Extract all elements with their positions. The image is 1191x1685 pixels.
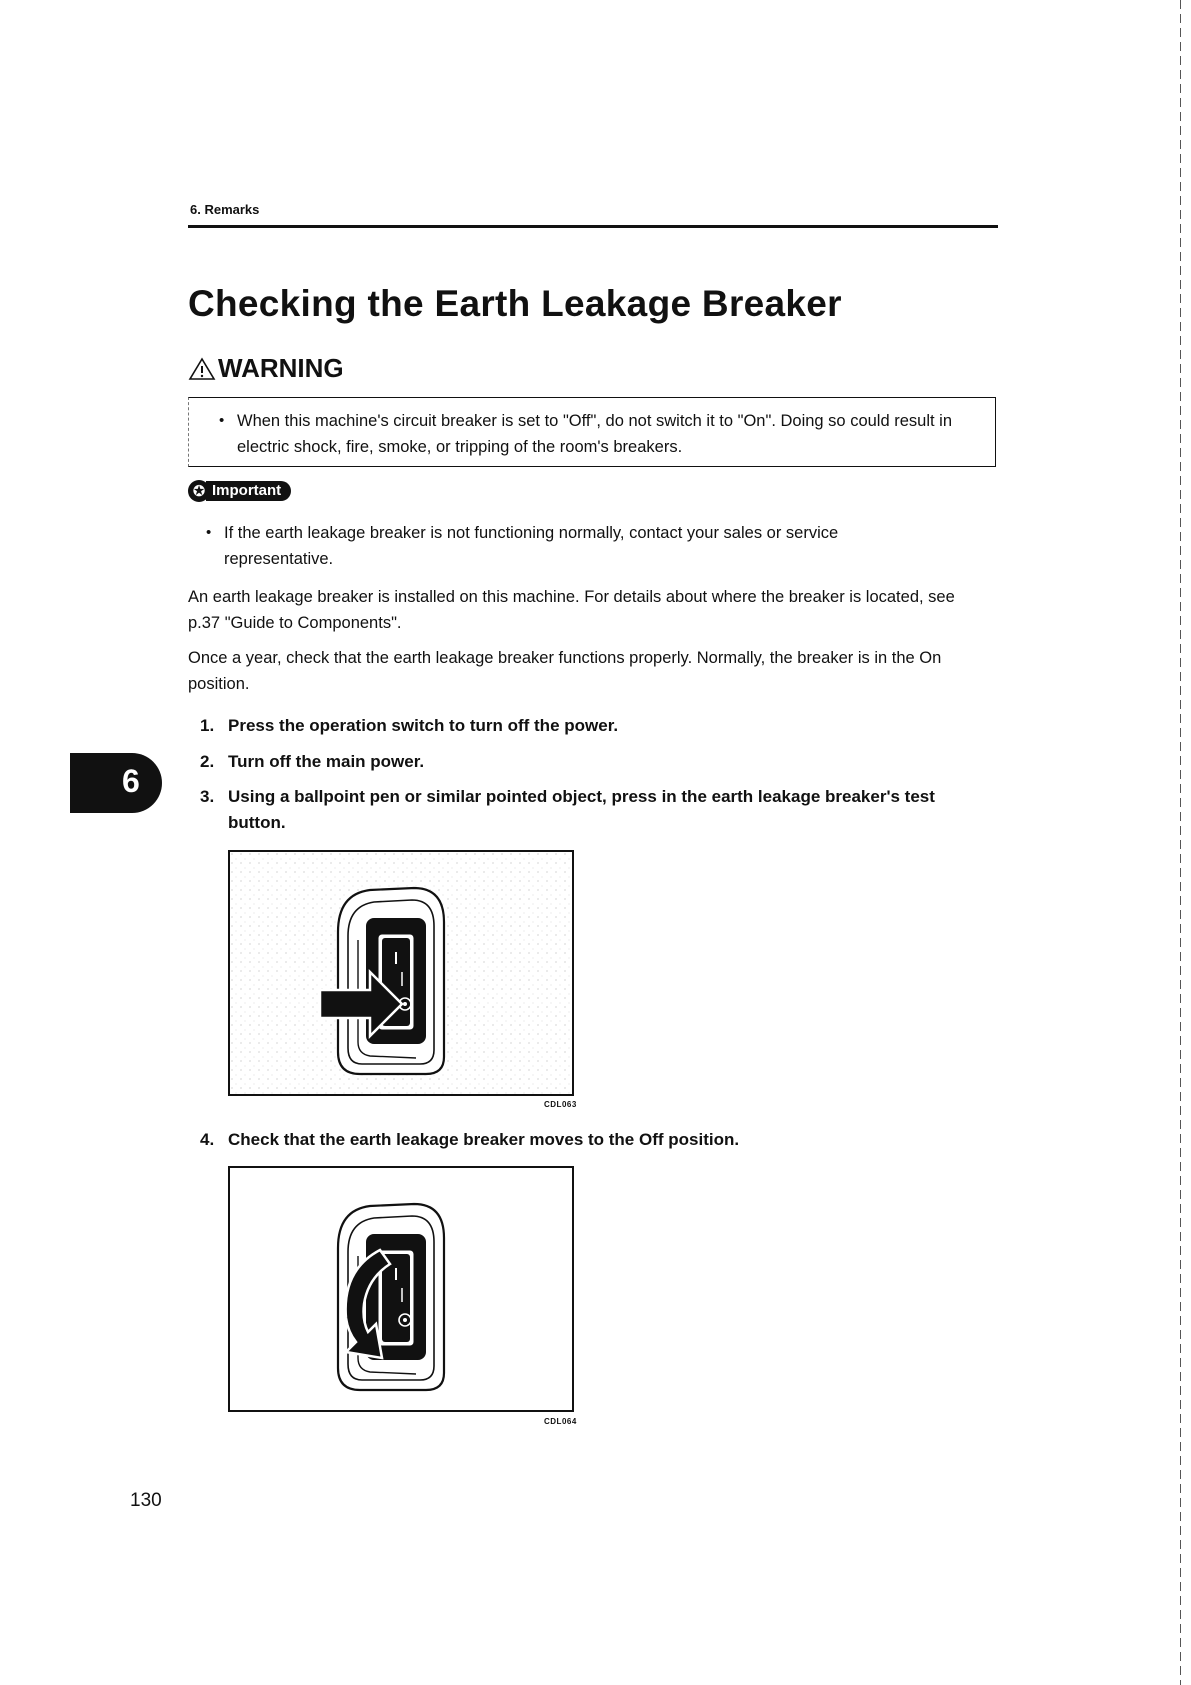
warning-label: WARNING: [218, 353, 344, 383]
page-title: Checking the Earth Leakage Breaker: [188, 283, 842, 324]
important-text: If the earth leakage breaker is not functioning normally, contact your sales or service representative.: [224, 524, 839, 568]
step-number: 1.: [200, 716, 215, 735]
figure-code: CDL063: [544, 1100, 577, 1109]
step-2: [200, 749, 990, 775]
step-number: 2.: [200, 752, 215, 771]
breaker-off-illustration: [230, 1168, 572, 1410]
warning-bullet: [219, 408, 989, 460]
step-4: [200, 1127, 990, 1153]
figure-test-button: [228, 850, 574, 1096]
step-1: [200, 713, 990, 739]
figure-code: CDL064: [544, 1417, 577, 1426]
step-text: Turn off the main power.: [228, 752, 425, 771]
step-text: Press the operation switch to turn off the power.: [228, 716, 619, 735]
breaker-press-illustration: [230, 852, 572, 1094]
step-text: Using a ballpoint pen or similar pointed object, press in the earth leakage breaker's test button.: [228, 787, 935, 832]
step-text: Check that the earth leakage breaker moves to the Off position.: [228, 1130, 740, 1149]
chapter-tab-shape: [70, 753, 162, 813]
page-margin-line: [1180, 0, 1181, 1685]
chapter-number: 6: [122, 763, 140, 799]
important-badge: [188, 479, 291, 503]
step-number: 3.: [200, 787, 215, 806]
step-3: [200, 784, 990, 836]
warning-heading: [188, 353, 344, 384]
warning-text: When this machine's circuit breaker is set to "Off", do not switch it to "On". Doing so could result in electric shock, fire, smoke, or tripping of the room's breakers.: [237, 412, 952, 456]
important-label: Important: [206, 481, 291, 501]
running-header: 6. Remarks: [190, 202, 260, 217]
bullet-icon: •: [219, 412, 225, 429]
star-icon: ✪: [188, 480, 210, 502]
warning-triangle-icon: [188, 357, 216, 381]
warning-box: [188, 397, 996, 467]
header-rule: [188, 225, 998, 228]
paragraph-annual-check: Once a year, check that the earth leakage breaker functions properly. Normally, the breaker is in the On position.: [188, 649, 942, 693]
page-number: 130: [130, 1490, 162, 1511]
chapter-tab: [70, 753, 162, 813]
step-number: 4.: [200, 1130, 215, 1149]
figure-off-position: [228, 1166, 574, 1412]
bullet-icon: •: [206, 524, 212, 541]
paragraph-location: An earth leakage breaker is installed on this machine. For details about where the breaker is located, see p.37 "Guide to Components".: [188, 588, 955, 632]
important-note: [206, 520, 906, 572]
